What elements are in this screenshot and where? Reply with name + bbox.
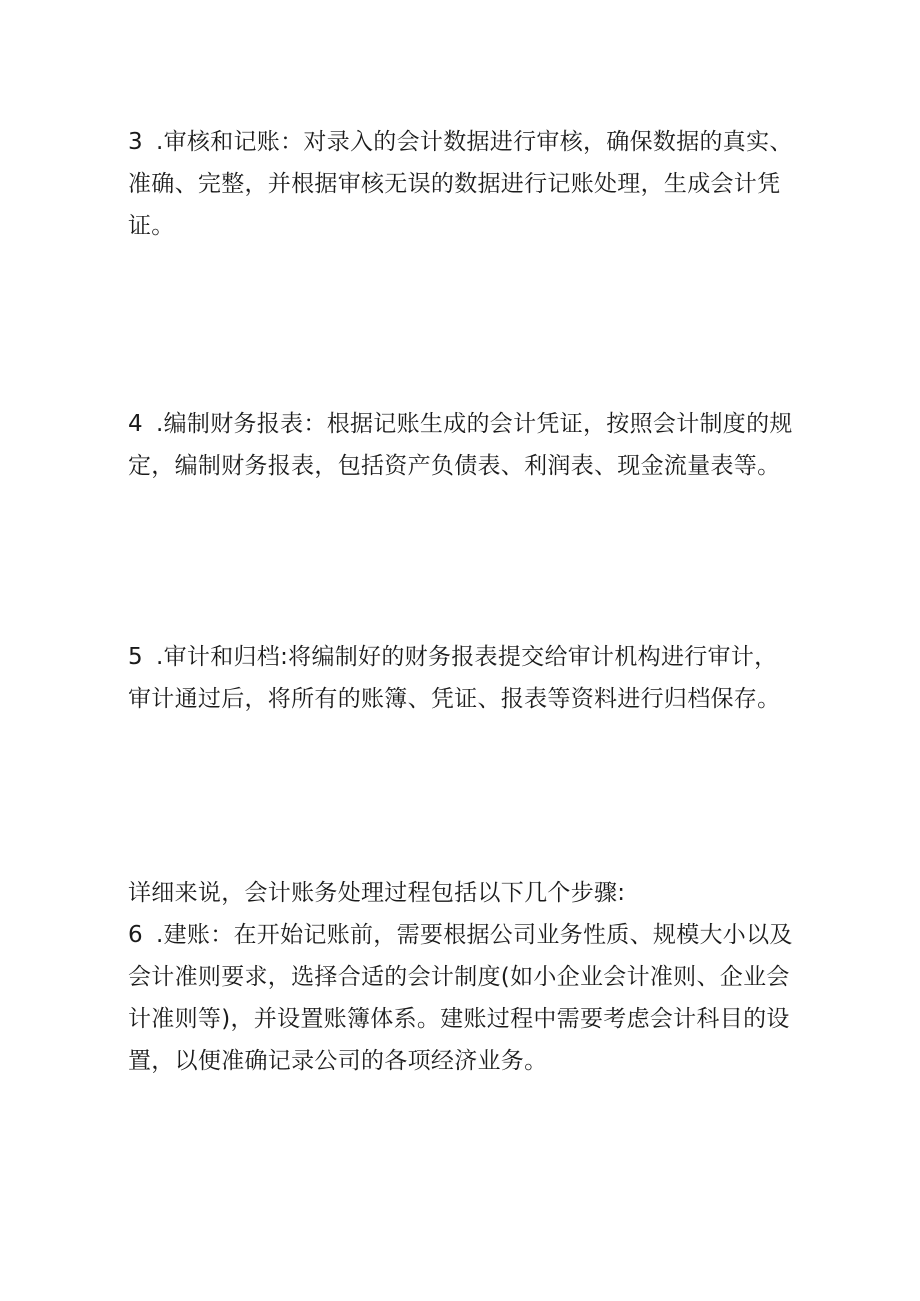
detail-intro: 详细来说，会计账务处理过程包括以下几个步骤:	[128, 880, 626, 906]
item-number: 3	[128, 129, 143, 155]
paragraph-line: 证。	[128, 213, 175, 239]
paragraph-line: 定，编制财务报表，包括资产负债表、利润表、现金流量表等。	[128, 453, 781, 479]
line-text: .编制财务报表：根据记账生成的会计凭证，按照会计制度的规	[156, 411, 793, 437]
paragraph-item-5	[128, 636, 798, 720]
line-text: .建账：在开始记账前，需要根据公司业务性质、规模大小以及	[156, 922, 793, 948]
paragraph-line: 会计准则要求，选择合适的会计制度(如小企业会计准则、企业会	[128, 964, 790, 990]
item-number: 6	[128, 922, 143, 948]
line-text: .审计和归档:将编制好的财务报表提交给审计机构进行审计，	[156, 644, 778, 670]
paragraph-line	[128, 403, 798, 445]
paragraph-line: 审计通过后，将所有的账簿、凭证、报表等资料进行归档保存。	[128, 686, 781, 712]
paragraph-line	[128, 914, 798, 956]
paragraph-line	[128, 636, 798, 678]
paragraph-detail	[128, 872, 798, 1082]
item-number: 5	[128, 644, 143, 670]
paragraph-line: 置，以便准确记录公司的各项经济业务。	[128, 1048, 548, 1074]
line-text: .审核和记账：对录入的会计数据进行审核，确保数据的真实、	[156, 129, 793, 155]
paragraph-item-3	[128, 121, 798, 247]
paragraph-line	[128, 121, 798, 163]
paragraph-item-4	[128, 403, 798, 487]
paragraph-line: 准确、完整，并根据审核无误的数据进行记账处理，生成会计凭	[128, 171, 781, 197]
paragraph-line: 计准则等)，并设置账簿体系。建账过程中需要考虑会计科目的设	[128, 1006, 790, 1032]
item-number: 4	[128, 411, 143, 437]
